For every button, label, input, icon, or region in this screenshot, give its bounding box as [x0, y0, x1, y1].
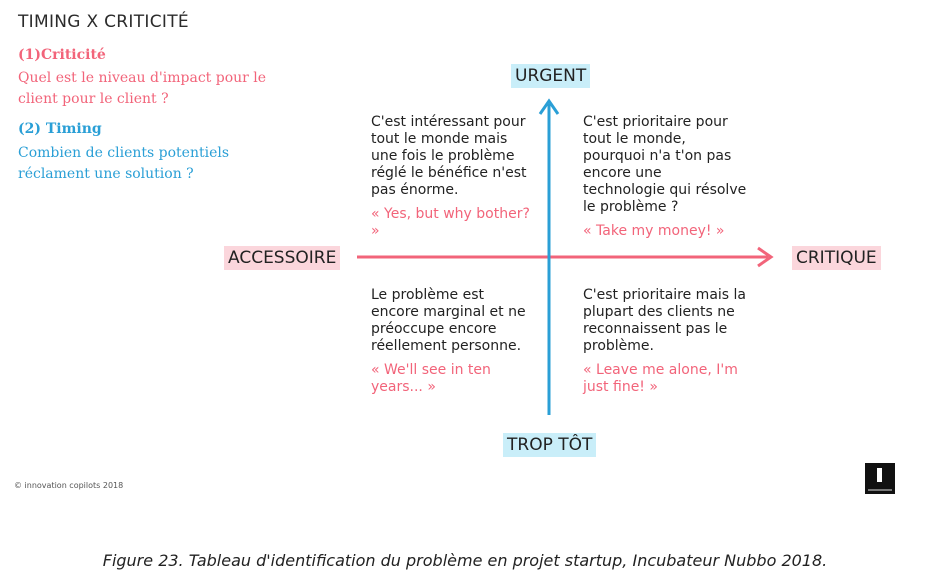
quadrant-quote: « Yes, but why bother? » — [371, 206, 530, 239]
quadrant-top-left — [371, 114, 536, 240]
quadrant-bottom-right — [583, 287, 748, 396]
quadrant-bottom-left — [371, 287, 536, 396]
figure-caption: Figure 23. Tableau d'identification du problème en projet startup, Incubateur Nubbo 2018. — [102, 551, 828, 570]
timing-text: Combien de clients potentiels réclament une solution ? — [18, 145, 230, 182]
diagram-title: TIMING X CRITICITÉ — [18, 12, 189, 32]
quadrant-quote: « We'll see in ten years... » — [371, 362, 491, 395]
axis-label-urgent: URGENT — [511, 64, 590, 88]
quadrant-quote: « Leave me alone, I'm just fine! » — [583, 362, 738, 395]
axis-label-critique: CRITIQUE — [792, 246, 881, 270]
quadrant-top-right — [583, 114, 748, 240]
timing-heading: (2) Timing — [18, 121, 102, 137]
logo-mark-icon — [877, 468, 882, 482]
quadrant-text: C'est prioritaire mais la plupart des clients ne reconnaissent pas le problème. — [583, 287, 747, 354]
axis-label-accessoire: ACCESSOIRE — [224, 246, 340, 270]
copyright-notice: © innovation copilots 2018 — [14, 481, 124, 490]
quadrant-text: C'est prioritaire pour tout le monde, pourquoi n'a t'on pas encore une technologie qui résolve le problème ? — [583, 114, 747, 215]
criticite-text: Quel est le niveau d'impact pour le client pour le client ? — [18, 70, 267, 107]
brand-logo — [865, 463, 895, 494]
axis-label-trop-tot: TROP TÔT — [503, 433, 596, 457]
quadrant-text: Le problème est encore marginal et ne préoccupe encore réellement personne. — [371, 287, 526, 354]
criticite-heading: (1)Criticité — [18, 47, 106, 63]
quadrant-text: C'est intéressant pour tout le monde mais une fois le problème réglé le bénéfice n'est pas énorme. — [371, 114, 527, 198]
logo-wordmark-icon — [868, 489, 892, 491]
quadrant-quote: « Take my money! » — [583, 223, 725, 239]
